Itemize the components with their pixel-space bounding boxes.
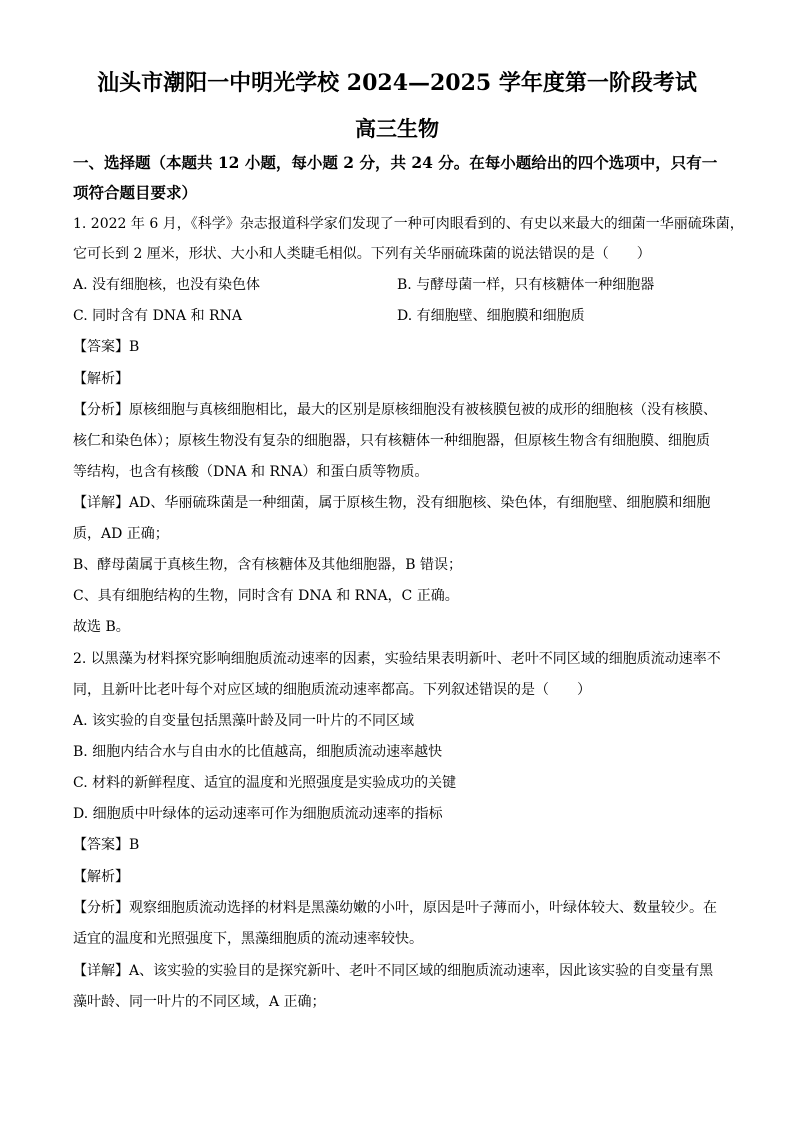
q1-option-b: B. 与酵母菌一样，只有核糖体一种细胞器	[397, 277, 655, 293]
q2-analysis-label: 【解析】	[73, 869, 129, 885]
q2-option-d: D. 细胞质中叶绿体的运动速率可作为细胞质流动速率的指标	[73, 806, 443, 822]
q2-option-b: B. 细胞内结合水与自由水的比值越高，细胞质流动速率越快	[73, 744, 443, 760]
q1-answer: 【答案】B	[73, 339, 140, 355]
q2-option-a: A. 该实验的自变量包括黑藻叶龄及同一叶片的不同区域	[73, 713, 415, 729]
q1-detail-line4: C、具有细胞结构的生物，同时含有 DNA 和 RNA，C 正确。	[73, 588, 459, 604]
q1-conclusion: 故选 B。	[73, 619, 130, 635]
q1-option-c: C. 同时含有 DNA 和 RNA	[73, 308, 242, 324]
q1-detail-line1: 【详解】AD、华丽硫珠菌是一种细菌，属于原核生物，没有细胞核、染色体，有细胞壁、细胞膜和细胞	[73, 495, 711, 511]
q2-stem-line1: 2. 以黑藻为材料探究影响细胞质流动速率的因素，实验结果表明新叶、老叶不同区域的细胞质流动速率不	[73, 651, 721, 667]
q1-analysis-label: 【解析】	[73, 371, 129, 387]
q1-fenxi-line1: 【分析】原核细胞与真核细胞相比，最大的区别是原核细胞没有被核膜包被的成形的细胞核（没有核膜、	[73, 402, 717, 418]
q2-stem-line2: 同，且新叶比老叶每个对应区域的细胞质流动速率都高。下列叙述错误的是（ ）	[73, 682, 591, 698]
q2-answer: 【答案】B	[73, 837, 140, 853]
exam-title: 汕头市潮阳一中明光学校 2024—2025 学年度第一阶段考试	[97, 70, 697, 96]
q1-fenxi-line3: 等结构，也含有核酸（DNA 和 RNA）和蛋白质等物质。	[73, 464, 429, 480]
q2-fenxi-line2: 适宜的温度和光照强度下，黑藻细胞质的流动速率较快。	[73, 931, 423, 947]
q2-fenxi-line1: 【分析】观察细胞质流动选择的材料是黑藻幼嫩的小叶，原因是叶子薄而小，叶绿体较大、数量较少。在	[73, 900, 717, 916]
q2-option-c: C. 材料的新鲜程度、适宜的温度和光照强度是实验成功的关键	[73, 775, 457, 791]
section-heading-line2: 项符合题目要求）	[73, 183, 198, 202]
q1-detail-line3: B、酵母菌属于真核生物，含有核糖体及其他细胞器，B 错误；	[73, 557, 463, 573]
q1-detail-line2: 质，AD 正确；	[73, 526, 169, 542]
exam-subtitle: 高三生物	[355, 116, 439, 141]
q2-detail-line2: 藻叶龄、同一叶片的不同区域，A 正确；	[73, 994, 326, 1010]
q2-detail-line1: 【详解】A、该实验的实验目的是探究新叶、老叶不同区域的细胞质流动速率，因此该实验的自变量有黑	[73, 963, 714, 979]
q1-stem-line1: 1. 2022 年 6 月，《科学》杂志报道科学家们发现了一种可肉眼看到的、有史以来最大的细菌一华丽硫珠菌，	[73, 216, 744, 232]
q1-fenxi-line2: 核仁和染色体）；原核生物没有复杂的细胞器，只有核糖体一种细胞器，但原核生物含有细胞膜、细胞质	[73, 433, 710, 449]
section-heading-line1: 一、选择题（本题共 12 小题，每小题 2 分，共 24 分。在每小题给出的四个选项中，只有一	[73, 153, 718, 172]
q1-option-a: A. 没有细胞核，也没有染色体	[73, 277, 261, 293]
q1-stem-line2: 它可长到 2 厘米，形状、大小和人类睫毛相似。下列有关华丽硫珠菌的说法错误的是（ ）	[73, 246, 651, 262]
q1-option-d: D. 有细胞壁、细胞膜和细胞质	[397, 308, 585, 324]
